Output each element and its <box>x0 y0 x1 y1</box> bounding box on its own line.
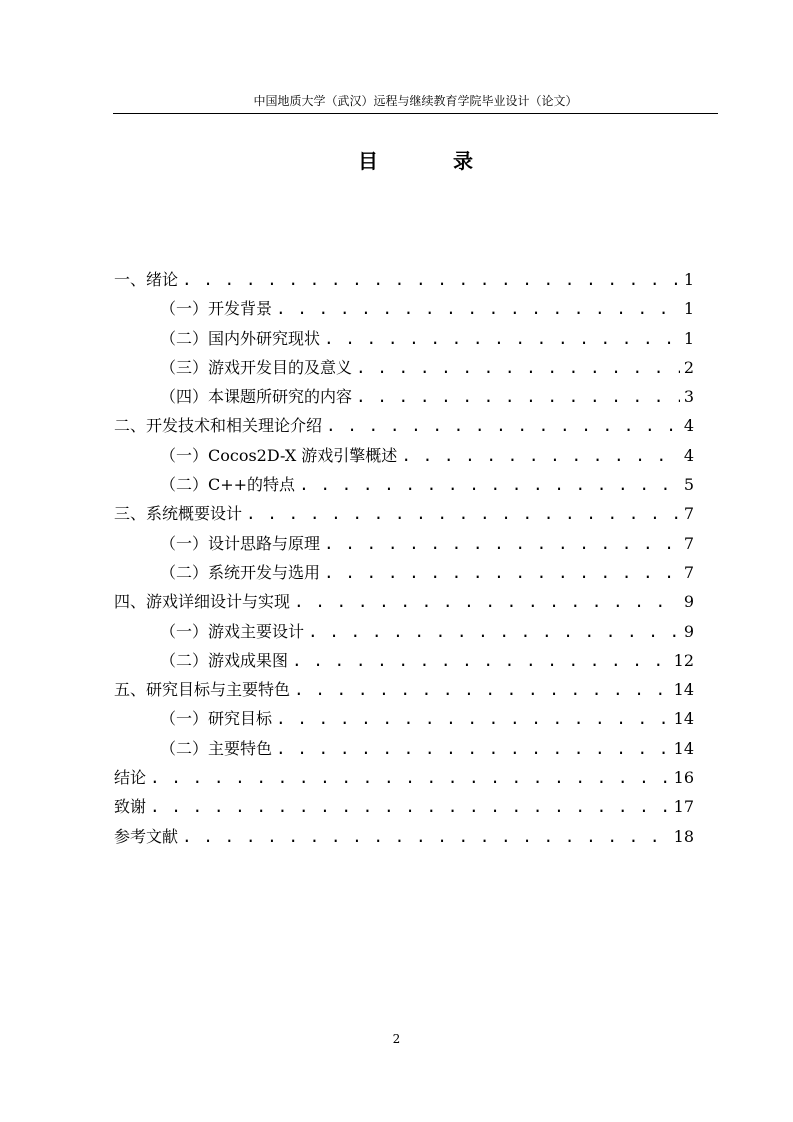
toc-entry-page: 12 <box>673 650 694 670</box>
toc-entry[interactable] <box>114 441 694 470</box>
toc-dot-leader <box>356 382 680 411</box>
toc-entry-label: （二）游戏成果图 <box>160 650 289 670</box>
toc-entry-page: 17 <box>673 797 694 817</box>
toc-dot-leader <box>182 822 670 851</box>
toc-entry-label: （一）研究目标 <box>160 709 273 729</box>
toc-entry-label: 四、游戏详细设计与实现 <box>114 592 291 612</box>
toc-entry[interactable] <box>114 822 694 851</box>
toc-entry-page: 4 <box>683 445 694 465</box>
toc-entry[interactable] <box>114 617 694 646</box>
toc-entry-label: （二）主要特色 <box>160 738 273 758</box>
toc-entry[interactable] <box>114 529 694 558</box>
toc-entry-label: （二）系统开发与选用 <box>160 562 321 582</box>
toc-entry-page: 5 <box>683 475 694 495</box>
toc-entry[interactable] <box>114 499 694 528</box>
toc-entry[interactable] <box>114 675 694 704</box>
toc-entry-label: 二、开发技术和相关理论介绍 <box>114 416 323 436</box>
table-of-contents <box>114 265 694 851</box>
toc-entry[interactable] <box>114 792 694 821</box>
toc-entry[interactable] <box>114 353 694 382</box>
toc-entry-page: 4 <box>683 416 694 436</box>
toc-dot-leader <box>246 499 680 528</box>
toc-entry[interactable] <box>114 411 694 440</box>
toc-entry-page: 3 <box>683 387 694 407</box>
toc-entry[interactable] <box>114 382 694 411</box>
toc-entry-page: 1 <box>683 328 694 348</box>
toc-entry-label: 一、绪论 <box>114 270 179 289</box>
toc-dot-leader <box>324 324 680 353</box>
toc-entry-label: （一）Cocos2D-X 游戏引擎概述 <box>160 445 398 465</box>
toc-entry-label: （三）游戏开发目的及意义 <box>160 357 353 377</box>
toc-entry-label: （一）开发背景 <box>160 299 273 319</box>
toc-entry[interactable] <box>114 324 694 353</box>
toc-entry-label: （一）游戏主要设计 <box>160 621 305 641</box>
toc-dot-leader <box>182 265 680 294</box>
toc-entry[interactable] <box>114 704 694 733</box>
toc-entry[interactable] <box>114 646 694 675</box>
toc-entry[interactable] <box>114 265 694 294</box>
toc-entry[interactable] <box>114 734 694 763</box>
toc-entry-label: 三、系统概要设计 <box>114 504 243 524</box>
toc-entry[interactable] <box>114 587 694 616</box>
toc-entry-page: 7 <box>683 533 694 553</box>
toc-dot-leader <box>401 441 680 470</box>
toc-dot-leader <box>326 411 680 440</box>
toc-dot-leader <box>324 529 680 558</box>
toc-dot-leader <box>324 558 680 587</box>
toc-entry-page: 1 <box>683 299 694 319</box>
toc-entry-label: （一）设计思路与原理 <box>160 533 321 553</box>
toc-entry-page: 9 <box>683 621 694 641</box>
toc-entry-page: 7 <box>683 562 694 582</box>
running-header: 中国地质大学（武汉）远程与继续教育学院毕业设计（论文） <box>253 94 578 108</box>
toc-entry-page: 18 <box>673 826 694 846</box>
toc-entry-page: 16 <box>673 768 694 788</box>
toc-entry[interactable] <box>114 558 694 587</box>
toc-dot-leader <box>356 353 680 382</box>
toc-dot-leader <box>294 587 680 616</box>
toc-entry-label: 五、研究目标与主要特色 <box>114 680 291 700</box>
page-number: 2 <box>392 1032 401 1046</box>
toc-dot-leader <box>150 792 670 821</box>
toc-entry-page: 14 <box>673 709 694 729</box>
toc-dot-leader <box>276 294 680 323</box>
toc-dot-leader <box>292 646 670 675</box>
toc-title: 目 录 <box>358 149 507 173</box>
toc-entry-page: 9 <box>683 592 694 612</box>
toc-entry-label: 参考文献 <box>114 826 179 846</box>
toc-entry[interactable] <box>114 294 694 323</box>
toc-entry-label: （二）国内外研究现状 <box>160 328 321 348</box>
toc-entry[interactable] <box>114 763 694 792</box>
toc-entry-page: 7 <box>683 504 694 524</box>
toc-entry-page: 14 <box>673 680 694 700</box>
toc-entry-page: 1 <box>683 270 694 289</box>
toc-entry-label: 结论 <box>114 768 147 788</box>
toc-entry-label: （四）本课题所研究的内容 <box>160 387 353 407</box>
toc-dot-leader <box>276 704 670 733</box>
header-rule <box>113 113 718 114</box>
toc-dot-leader <box>299 470 680 499</box>
toc-dot-leader <box>294 675 670 704</box>
toc-entry-label: （二）C++的特点 <box>160 475 296 495</box>
toc-dot-leader <box>308 617 680 646</box>
toc-dot-leader <box>276 734 670 763</box>
toc-entry-page: 2 <box>683 357 694 377</box>
toc-entry-page: 14 <box>673 738 694 758</box>
toc-entry-label: 致谢 <box>114 797 147 817</box>
toc-entry[interactable] <box>114 470 694 499</box>
toc-dot-leader <box>150 763 670 792</box>
